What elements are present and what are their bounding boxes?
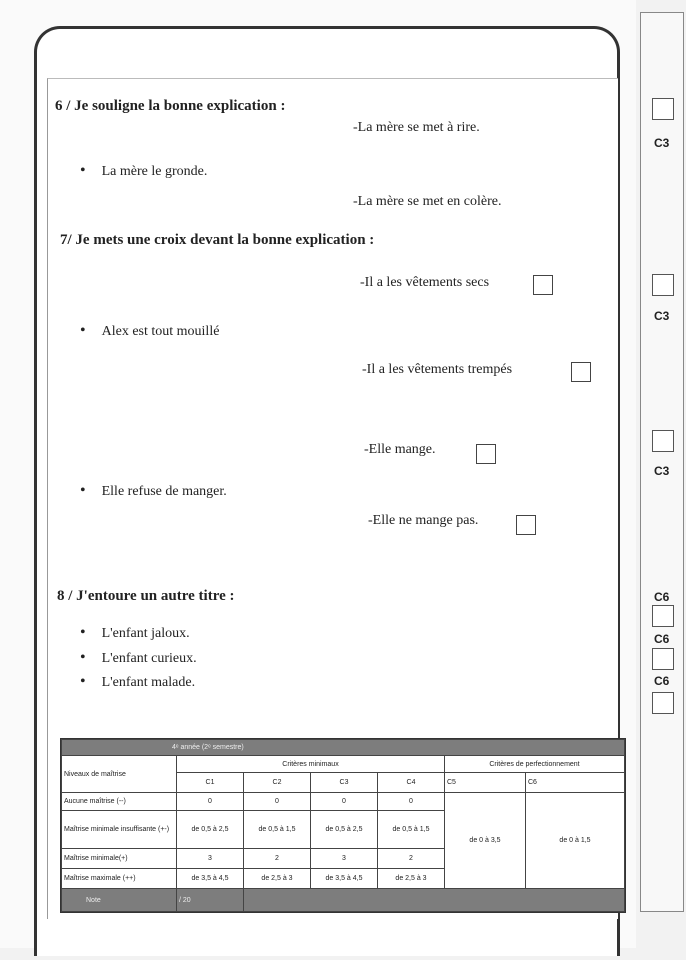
cell: de 0,5 à 2,5 xyxy=(177,810,244,848)
col-c4: C4 xyxy=(378,772,445,792)
cell: 0 xyxy=(244,793,311,811)
col-c1: C1 xyxy=(177,772,244,792)
margin-label-1: C3 xyxy=(654,136,670,150)
note-total: / 20 xyxy=(177,889,244,912)
grading-banner: 4ᵉ année (2ᵉ semestre) xyxy=(62,740,625,756)
margin-box-6[interactable] xyxy=(652,692,674,714)
q6-option-1[interactable]: -La mère se met à rire. xyxy=(353,120,480,135)
question-6-title: 6 / Je souligne la bonne explication : xyxy=(55,98,286,114)
margin-box-4[interactable] xyxy=(652,605,674,627)
cell: de 0,5 à 2,5 xyxy=(311,810,378,848)
header-levels: Niveaux de maîtrise xyxy=(62,756,177,793)
cell: 0 xyxy=(378,793,445,811)
cell: 3 xyxy=(311,848,378,868)
q8-item-2[interactable]: • L'enfant curieux. xyxy=(80,649,197,667)
note-empty xyxy=(244,889,625,912)
q7-g2-checkbox-2[interactable] xyxy=(516,515,536,535)
q7-g2-option-1: -Elle mange. xyxy=(364,442,436,457)
header-perf-criteria: Critères de perfectionnement xyxy=(445,756,625,772)
margin-label-2: C3 xyxy=(654,309,670,323)
col-c6: C6 xyxy=(526,772,625,792)
question-8-title: 8 / J'entoure un autre titre : xyxy=(57,588,235,604)
margin-box-5[interactable] xyxy=(652,648,674,670)
q7-g2-statement: • Elle refuse de manger. xyxy=(80,482,227,500)
cell: de 0,5 à 1,5 xyxy=(244,810,311,848)
q7-g2-option-2: -Elle ne mange pas. xyxy=(368,513,479,528)
q7-g1-statement: • Alex est tout mouillé xyxy=(80,322,219,340)
cell: de 2,5 à 3 xyxy=(378,868,445,888)
margin-box-3[interactable] xyxy=(652,430,674,452)
cell: de 3,5 à 4,5 xyxy=(311,868,378,888)
margin-box-2[interactable] xyxy=(652,274,674,296)
row-label: Maîtrise minimale(+) xyxy=(62,848,177,868)
cell-c5-range: de 0 à 3,5 xyxy=(445,793,526,889)
cell: de 0,5 à 1,5 xyxy=(378,810,445,848)
row-label: Aucune maîtrise (--) xyxy=(62,793,177,811)
col-c5: C5 xyxy=(445,772,526,792)
cell: 2 xyxy=(244,848,311,868)
q8-item-1[interactable]: • L'enfant jaloux. xyxy=(80,624,190,642)
q7-g1-option-1: -Il a les vêtements secs xyxy=(360,275,490,290)
cell-c6-range: de 0 à 1,5 xyxy=(526,793,625,889)
cell: 3 xyxy=(177,848,244,868)
col-c3: C3 xyxy=(311,772,378,792)
q7-g2-checkbox-1[interactable] xyxy=(476,444,496,464)
cell: de 3,5 à 4,5 xyxy=(177,868,244,888)
cell: 0 xyxy=(177,793,244,811)
q7-g1-option-2: -Il a les vêtements trempés xyxy=(362,362,513,377)
q6-option-2[interactable]: -La mère se met en colère. xyxy=(353,194,502,209)
question-7-title: 7/ Je mets une croix devant la bonne explication : xyxy=(60,232,375,248)
cell: 2 xyxy=(378,848,445,868)
table-row xyxy=(62,793,625,811)
margin-label-3: C3 xyxy=(654,464,670,478)
note-label: Note xyxy=(62,889,177,912)
cell: 0 xyxy=(311,793,378,811)
margin-label-4: C6 xyxy=(654,590,670,604)
q8-item-3[interactable]: • L'enfant malade. xyxy=(80,673,195,691)
grading-table xyxy=(60,738,626,913)
q6-statement: • La mère le gronde. xyxy=(80,162,207,180)
row-label: Maîtrise maximale (++) xyxy=(62,868,177,888)
row-label: Maîtrise minimale insuffisante (+-) xyxy=(62,810,177,848)
header-min-criteria: Critères minimaux xyxy=(177,756,445,772)
q7-g1-checkbox-1[interactable] xyxy=(533,275,553,295)
margin-label-5: C6 xyxy=(654,632,670,646)
margin-box-1[interactable] xyxy=(652,98,674,120)
q7-g1-checkbox-2[interactable] xyxy=(571,362,591,382)
margin-label-6: C6 xyxy=(654,674,670,688)
col-c2: C2 xyxy=(244,772,311,792)
cell: de 2,5 à 3 xyxy=(244,868,311,888)
